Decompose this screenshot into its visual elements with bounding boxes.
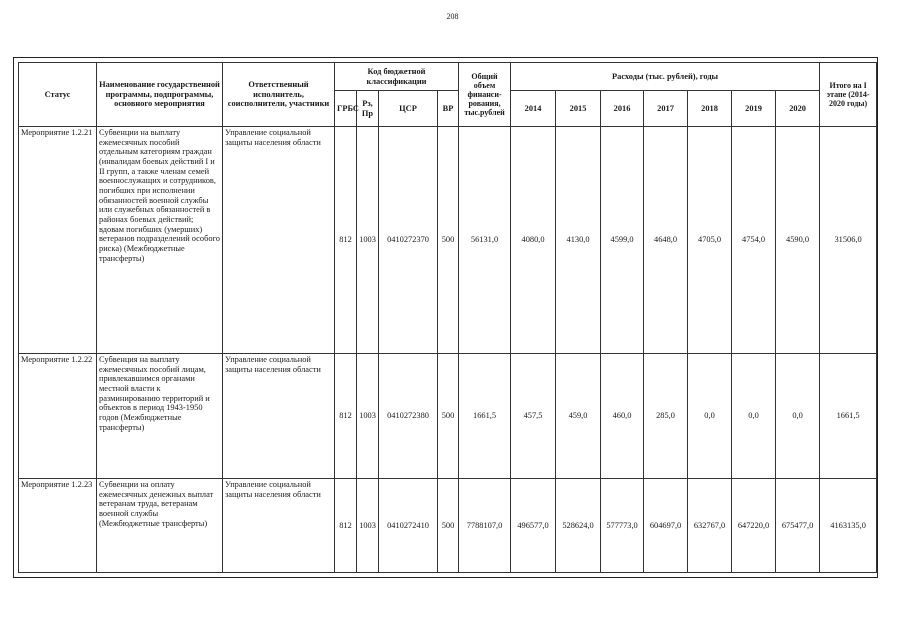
table-row <box>19 354 877 479</box>
cell-executor: Управление социальной защиты населения области <box>223 127 335 354</box>
table-row <box>19 127 877 354</box>
table-row <box>19 479 877 573</box>
header-executor: Ответственный исполнитель, соисполнители, участники <box>223 63 335 127</box>
cell-executor: Управление социальной защиты населения области <box>223 354 335 479</box>
cell-2019: 4754,0 <box>732 127 776 354</box>
header-status: Статус <box>19 63 97 127</box>
cell-2020: 0,0 <box>776 354 820 479</box>
cell-2015: 459,0 <box>556 354 601 479</box>
header-rzpr: Рз, Пр <box>357 91 379 127</box>
cell-2015: 528624,0 <box>556 479 601 573</box>
cell-csr: 0410272410 <box>379 479 438 573</box>
cell-2016: 460,0 <box>601 354 644 479</box>
cell-stage-total: 4163135,0 <box>820 479 877 573</box>
header-year-2019: 2019 <box>732 91 776 127</box>
cell-total: 1661,5 <box>459 354 511 479</box>
cell-2015: 4130,0 <box>556 127 601 354</box>
cell-grbs: 812 <box>335 479 357 573</box>
header-stage-total: Итого на I этапе (2014-2020 годы) <box>820 63 877 127</box>
cell-stage-total: 31506,0 <box>820 127 877 354</box>
header-year-2018: 2018 <box>688 91 732 127</box>
cell-2014: 457,5 <box>511 354 556 479</box>
cell-name: Субвенции на оплату ежемесячных денежных выплат ветеранам труда, ветеранам военной службы (Межбюджетные трансферты) <box>97 479 223 573</box>
cell-2014: 496577,0 <box>511 479 556 573</box>
cell-2020: 4590,0 <box>776 127 820 354</box>
cell-2014: 4080,0 <box>511 127 556 354</box>
cell-status: Мероприятие 1.2.22 <box>19 354 97 479</box>
header-name: Наименование государственной программы, подпрограммы, основного мероприятия <box>97 63 223 127</box>
cell-2018: 4705,0 <box>688 127 732 354</box>
header-year-2020: 2020 <box>776 91 820 127</box>
cell-rzpr: 1003 <box>357 479 379 573</box>
cell-total: 56131,0 <box>459 127 511 354</box>
cell-grbs: 812 <box>335 354 357 479</box>
cell-status: Мероприятие 1.2.23 <box>19 479 97 573</box>
cell-executor: Управление социальной защиты населения области <box>223 479 335 573</box>
cell-2017: 604697,0 <box>644 479 688 573</box>
cell-vr: 500 <box>438 127 459 354</box>
cell-2017: 4648,0 <box>644 127 688 354</box>
cell-2018: 632767,0 <box>688 479 732 573</box>
header-vr: ВР <box>438 91 459 127</box>
cell-name: Субвенции на выплату ежемесячных пособий отдельным категориям граждан (инвалидам боевых действий I и II групп, а также членам семей военнослужащих и сотрудников, погибших при исполнении обязанностей военной службы или служебных обязанностей в районах боевых действий; вдовам погибших (умерших) ветеранов подразделений особого риска) (Межбюджетные трансферты) <box>97 127 223 354</box>
cell-rzpr: 1003 <box>357 354 379 479</box>
cell-total: 7788107,0 <box>459 479 511 573</box>
cell-csr: 0410272370 <box>379 127 438 354</box>
budget-table <box>18 62 877 573</box>
header-year-2014: 2014 <box>511 91 556 127</box>
header-grbs: ГРБС <box>335 91 357 127</box>
cell-2019: 647220,0 <box>732 479 776 573</box>
cell-2019: 0,0 <box>732 354 776 479</box>
cell-csr: 0410272380 <box>379 354 438 479</box>
page-number: 208 <box>446 12 459 21</box>
cell-grbs: 812 <box>335 127 357 354</box>
cell-rzpr: 1003 <box>357 127 379 354</box>
header-year-2016: 2016 <box>601 91 644 127</box>
cell-2016: 4599,0 <box>601 127 644 354</box>
header-total-volume: Общий объем финанси-рования, тыс.рублей <box>459 63 511 127</box>
cell-2020: 675477,0 <box>776 479 820 573</box>
cell-2018: 0,0 <box>688 354 732 479</box>
header-csr: ЦСР <box>379 91 438 127</box>
cell-name: Субвенция на выплату ежемесячных пособий лицам, привлекавшимся органами местной власти к разминированию территорий и объектов в период 1943-1950 годов (Межбюджетные трансферты) <box>97 354 223 479</box>
cell-2016: 577773,0 <box>601 479 644 573</box>
cell-vr: 500 <box>438 479 459 573</box>
header-year-2015: 2015 <box>556 91 601 127</box>
cell-status: Мероприятие 1.2.21 <box>19 127 97 354</box>
cell-stage-total: 1661,5 <box>820 354 877 479</box>
header-year-2017: 2017 <box>644 91 688 127</box>
header-budget-code: Код бюджетной классификации <box>335 63 459 91</box>
header-expenses: Расходы (тыс. рублей), годы <box>511 63 820 91</box>
cell-2017: 285,0 <box>644 354 688 479</box>
cell-vr: 500 <box>438 354 459 479</box>
